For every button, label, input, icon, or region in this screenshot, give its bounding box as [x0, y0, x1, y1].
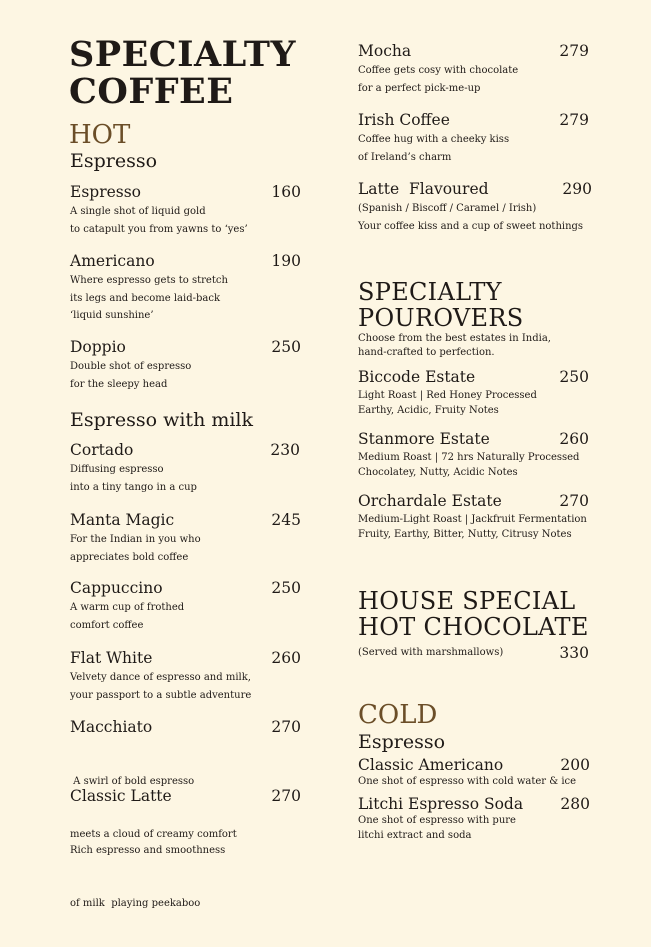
pourovers-title-line-1: SPECIALTY: [358, 278, 502, 306]
item-price: 270: [271, 718, 301, 736]
desc-line: For the Indian in you who: [70, 534, 201, 545]
item-price: 260: [271, 649, 301, 667]
item-name: Macchiato: [70, 718, 153, 736]
pourovers-title-line-2: POUROVERS: [358, 304, 524, 332]
item-price: 250: [559, 368, 589, 386]
menu-item-latte-flavoured: [358, 179, 592, 235]
item-price: 200: [560, 756, 590, 774]
desc-line: One shot of espresso with pure: [358, 815, 516, 826]
item-name: Americano: [70, 252, 155, 270]
title-line-2: COFFEE: [69, 71, 234, 112]
item-description: [358, 62, 589, 97]
menu-item-orchardale-estate: [358, 491, 589, 542]
item-name: Classic Latte: [70, 787, 172, 805]
item-price: 190: [271, 252, 301, 270]
item-description: [70, 599, 301, 634]
cold-espresso-subheading: Espresso: [358, 731, 446, 753]
desc-line: of milk playing peekaboo: [70, 897, 201, 909]
pourovers-intro: [358, 332, 551, 359]
desc-line: A swirl of bold espresso: [70, 776, 195, 787]
menu-item-cappuccino: [70, 578, 301, 634]
cold-heading: COLD: [358, 700, 438, 730]
desc-line: Coffee hug with a cheeky kiss: [358, 134, 510, 145]
desc-line: Your coffee kiss and a cup of sweet nothings: [358, 220, 584, 232]
item-price: 290: [562, 180, 592, 198]
item-price: 250: [271, 338, 301, 356]
menu-item-hot-chocolate: [358, 643, 589, 663]
item-description: [358, 450, 589, 480]
item-price: 279: [559, 42, 589, 60]
desc-line: Fruity, Earthy, Bitter, Nutty, Citrusy Notes: [358, 529, 572, 540]
item-description: [70, 203, 301, 238]
item-price: 230: [270, 441, 300, 459]
desc-line: Rich espresso and smoothness: [70, 845, 226, 856]
desc-line: Where espresso gets to stretch: [70, 275, 228, 286]
item-name: Classic Americano: [358, 756, 504, 774]
item-description: [70, 531, 301, 566]
desc-line: meets a cloud of creamy comfort: [70, 828, 237, 840]
item-name: Irish Coffee: [358, 111, 450, 129]
title-line-1: SPECIALTY: [69, 34, 296, 75]
desc-line: Earthy, Acidic, Fruity Notes: [358, 405, 499, 416]
desc-line: Medium-Light Roast | Jackfruit Fermentation: [358, 514, 587, 525]
item-name: Flat White: [70, 649, 153, 667]
item-name: Cortado: [70, 441, 134, 459]
menu-item-litchi-espresso-soda: [358, 794, 590, 843]
desc-line: for the sleepy head: [70, 378, 168, 390]
desc-line: One shot of espresso with cold water & ice: [358, 776, 577, 787]
item-description: [358, 512, 589, 542]
menu-item-doppio: [70, 337, 301, 393]
desc-line: A warm cup of frothed: [70, 602, 185, 613]
item-price: 260: [559, 430, 589, 448]
menu-item-espresso: [70, 182, 301, 238]
desc-line: ‘liquid sunshine’: [70, 310, 154, 321]
intro-line: hand-crafted to perfection.: [358, 346, 495, 358]
menu-item-americano: [70, 251, 301, 325]
desc-line: Light Roast | Red Honey Processed: [358, 390, 537, 401]
menu-item-manta-magic: [70, 510, 301, 566]
desc-line: litchi extract and soda: [358, 830, 472, 841]
item-name: Litchi Espresso Soda: [358, 795, 524, 813]
item-price: 270: [559, 492, 589, 510]
hot-chocolate-heading: [358, 588, 589, 640]
item-price: 245: [271, 511, 301, 529]
item-price: 279: [559, 111, 589, 129]
item-description: [358, 388, 589, 418]
menu-item-cortado: [70, 440, 300, 496]
item-name: Cappuccino: [70, 579, 163, 597]
desc-line: of Ireland’s charm: [358, 151, 452, 163]
desc-line: to catapult you from yawns to ‘yes’: [70, 223, 248, 235]
desc-line: Double shot of espresso: [70, 361, 192, 372]
item-name: Stanmore Estate: [358, 430, 490, 448]
espresso-subheading: Espresso: [70, 150, 158, 172]
menu-item-flat-white: [70, 648, 301, 704]
desc-line: its legs and become laid-back: [70, 292, 221, 304]
desc-line: into a tiny tango in a cup: [70, 481, 197, 493]
desc-line: for a perfect pick-me-up: [358, 82, 481, 94]
desc-line: (Spanish / Biscoff / Caramel / Irish): [358, 203, 537, 214]
menu-item-stanmore-estate: [358, 429, 589, 480]
desc-line: Velvety dance of espresso and milk,: [70, 672, 251, 683]
item-description: [70, 669, 301, 704]
menu-item-biccode-estate: [358, 367, 589, 418]
item-price: 330: [559, 644, 589, 662]
item-name: Mocha: [358, 42, 412, 60]
espresso-with-milk-subheading: Espresso with milk: [70, 409, 254, 431]
item-price: 270: [271, 787, 301, 805]
menu-item-classic-americano: [358, 755, 590, 789]
pourovers-heading: [358, 279, 523, 331]
desc-line: comfort coffee: [70, 619, 144, 631]
desc-line: Medium Roast | 72 hrs Naturally Processed: [358, 452, 580, 463]
item-description: [358, 131, 589, 166]
desc-line: Diffusing espresso: [70, 464, 164, 475]
item-price: 280: [560, 795, 590, 813]
item-description: [358, 200, 592, 235]
item-description: [70, 807, 301, 947]
item-name: Espresso: [70, 183, 142, 201]
desc-line: A single shot of liquid gold: [70, 206, 206, 217]
item-price: 160: [271, 183, 301, 201]
item-description: [358, 774, 590, 789]
page-title: [69, 36, 296, 110]
intro-line: Choose from the best estates in India,: [358, 333, 551, 344]
item-price: 250: [271, 579, 301, 597]
menu-item-mocha: [358, 41, 589, 97]
item-description: [70, 358, 301, 393]
desc-line: Coffee gets cosy with chocolate: [358, 65, 519, 76]
hot-chocolate-note: (Served with marshmallows): [358, 647, 504, 659]
item-name: Orchardale Estate: [358, 492, 502, 510]
item-name: Manta Magic: [70, 511, 175, 529]
item-description: [358, 813, 590, 843]
item-description: [70, 461, 300, 496]
item-name: Latte Flavoured: [358, 180, 489, 198]
desc-line: appreciates bold coffee: [70, 551, 189, 563]
item-name: Doppio: [70, 338, 126, 356]
hot-chocolate-title-line-2: HOT CHOCOLATE: [358, 613, 589, 641]
item-description: [70, 272, 301, 325]
menu-item-classic-latte: [70, 786, 301, 947]
desc-line: your passport to a subtle adventure: [70, 689, 252, 701]
menu-item-irish-coffee: [358, 110, 589, 166]
hot-chocolate-title-line-1: HOUSE SPECIAL: [358, 587, 576, 615]
item-name: Biccode Estate: [358, 368, 476, 386]
desc-line: Chocolatey, Nutty, Acidic Notes: [358, 467, 518, 478]
hot-heading: HOT: [69, 120, 131, 150]
